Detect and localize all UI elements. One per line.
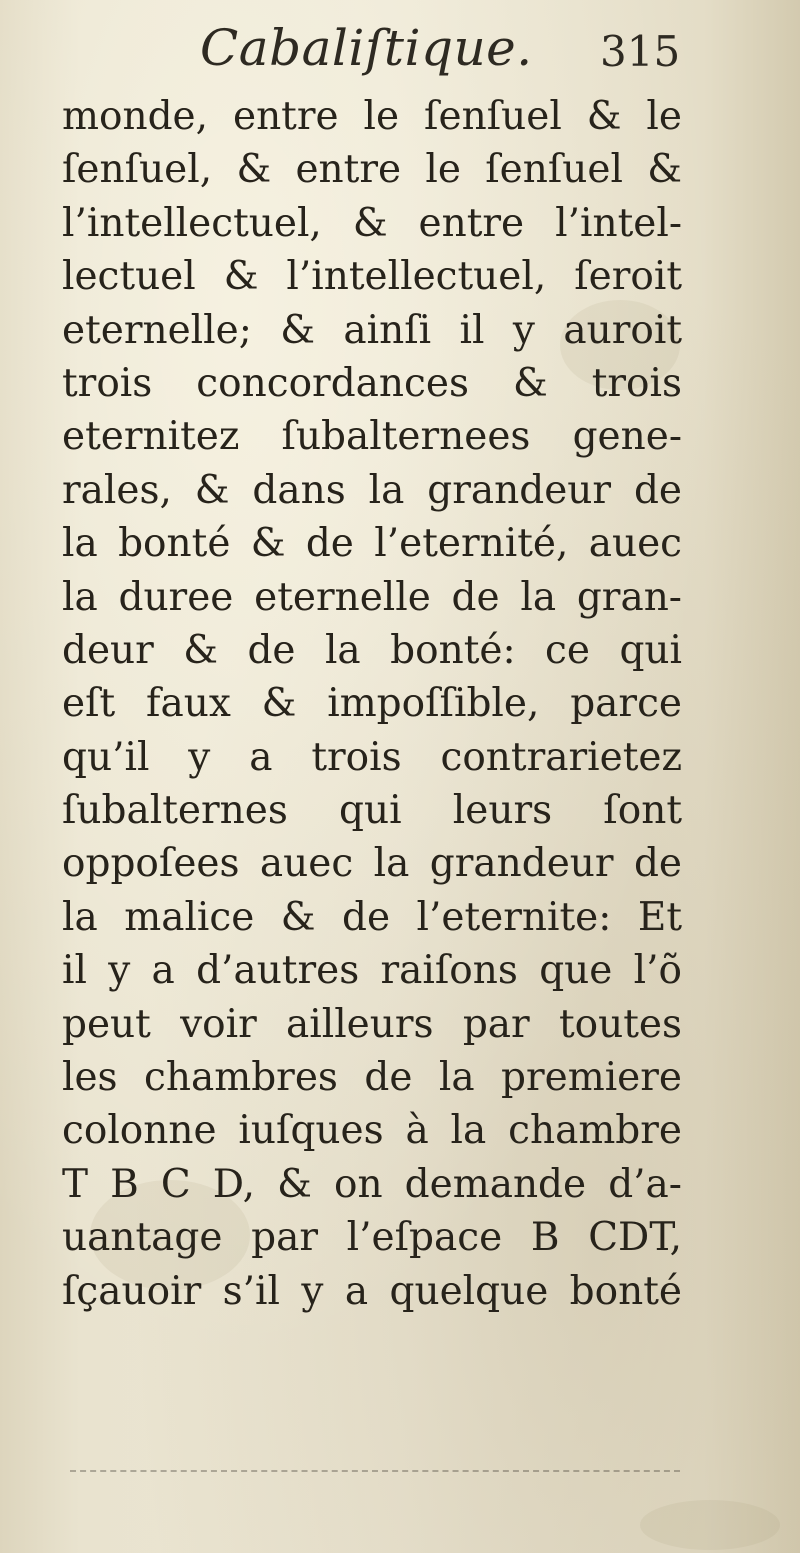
text-line: eſt faux & impoſſible, parce xyxy=(62,681,682,727)
page-header xyxy=(0,18,800,88)
text-line: l’intellectuel, & entre l’intel- xyxy=(62,200,682,246)
text-line: eternelle; & ainſi il y auroit xyxy=(62,307,682,353)
text-line: ſubalternes qui leurs ſont xyxy=(62,788,682,834)
text-line: les chambres de la premiere xyxy=(62,1055,682,1101)
text-line: peut voir ailleurs par toutes xyxy=(62,1001,682,1047)
running-title: Cabaliſtique. xyxy=(200,19,533,77)
text-line: colonne iuſques à la chambre xyxy=(62,1108,682,1154)
text-line: deur & de la bonté: ce qui xyxy=(62,627,682,673)
text-line: uantage par l’eſpace B CDT, xyxy=(62,1215,682,1261)
text-line: la bonté & de l’eternité, auec xyxy=(62,521,682,567)
text-line: lectuel & l’intellectuel, ſeroit xyxy=(62,254,682,300)
text-line: la malice & de l’eternite: Et xyxy=(62,894,682,940)
text-line: rales, & dans la grandeur de xyxy=(62,467,682,513)
text-line: ſçauoir s’il y a quelque bonté xyxy=(62,1268,682,1314)
text-line: la duree eternelle de la gran- xyxy=(62,574,682,620)
bottom-rule xyxy=(70,1470,680,1472)
paper-stain xyxy=(640,1500,780,1550)
text-line: ſenſuel, & entre le ſenſuel & xyxy=(62,147,682,193)
page-number: 315 xyxy=(600,27,681,76)
text-line: monde, entre le ſenſuel & le xyxy=(62,94,682,139)
text-line: il y a d’autres raiſons que l’õ xyxy=(62,948,682,994)
text-line: trois concordances & trois xyxy=(62,360,682,406)
text-line: eternitez ſubalternees gene- xyxy=(62,414,682,460)
text-line: oppoſees auec la grandeur de xyxy=(62,841,682,887)
text-line: T B C D, & on demande d’a- xyxy=(62,1161,682,1207)
body-text xyxy=(62,90,682,1318)
text-line: qu’il y a trois contrarietez xyxy=(62,734,682,780)
